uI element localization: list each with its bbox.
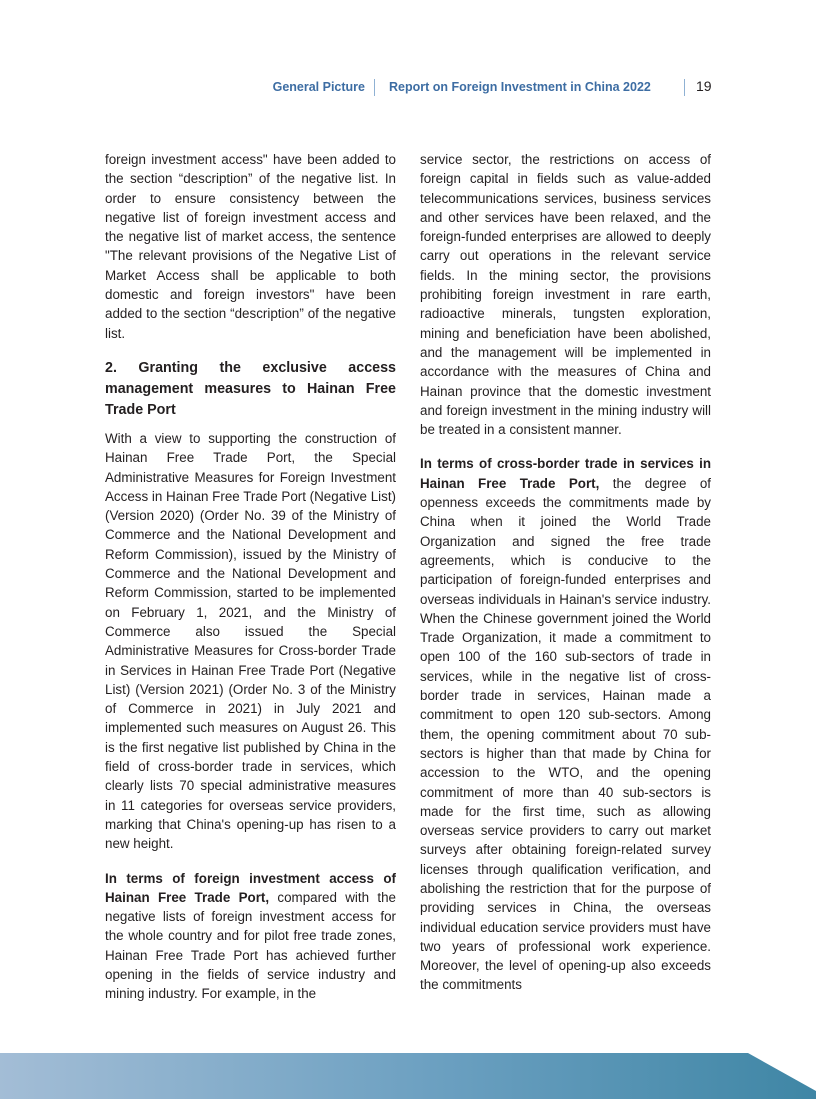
footer-decorative-band <box>0 1053 816 1099</box>
footer-band-graphic <box>0 1053 816 1099</box>
running-header <box>0 78 816 98</box>
left-column <box>105 150 396 1004</box>
header-separator <box>374 79 375 96</box>
section-heading: 2. Granting the exclusive access management measures to Hainan Free Trade Port <box>105 359 396 418</box>
paragraph: service sector, the restrictions on access of foreign capital in fields such as value-added telecommunications services, business services and other services have been relaxed, and the foreign-funded enterprises are allowed to deeply carry out operations in the relevant service fields. In the mining sector, the provisions prohibiting foreign investment in rare earth, radioactive minerals, tungsten exploration, mining and beneficiation have been abolished, and the management will be implemented in accordance with the measures of China and Hainan province that the domestic investment and foreign investment in the mining industry will be treated in a consistent manner. <box>420 152 711 438</box>
paragraph: With a view to supporting the construction of Hainan Free Trade Port, the Special Administrative Measures for Foreign Investment Access in Hainan Free Trade Port (Negative List) (Version 2020) (Order No. 39 of the Ministry of Commerce and the National Development and Reform Commission), issued by the Ministry of Commerce and the National Development and Reform Commission, started to be implemented on February 1, 2021, and the Ministry of Commerce also issued the Special Administrative Measures for Cross-border Trade in Services in Hainan Free Trade Port (Negative List) (Version 2021) (Order No. 3 of the Ministry of Commerce in 2021) in July 2021 and implemented such measures on August 26. This is the first negative list published by China in the field of cross-border trade in services, which clearly lists 70 special administrative measures in 11 categories for overseas service providers, marking that China's opening-up has risen to a new height. <box>105 430 396 852</box>
paragraph-lead-bold: In terms of cross-border trade in services in Hainan Free Trade Port, <box>420 456 711 491</box>
paragraph: foreign investment access" have been added to the section “description” of the negative list. In order to ensure consistency between the negative list of foreign investment access and the negative list of market access, the sentence "The relevant provisions of the Negative List of Market Access shall be applicable to both domestic and foreign investors" have been added to the section “description” of the negative list. <box>105 152 396 341</box>
right-column <box>420 150 711 995</box>
paragraph <box>105 869 396 1004</box>
paragraph <box>420 454 711 994</box>
header-separator <box>684 79 685 96</box>
paragraph-lead-bold: In terms of foreign investment access of Hainan Free Trade Port, <box>105 870 396 905</box>
paragraph-body: the degree of openness exceeds the commitments made by China when it joined the World Trade Organization and signed the free trade agreements, which is conducive to the participation of foreign-funded enterprises and overseas individuals in Hainan's service industry. When the Chinese government joined the World Trade Organization, it made a commitment to open 100 of the 160 sub-sectors of trade in services, while in the negative list of cross-border trade in services, Hainan made a commitment to open 120 sub-sectors. Among them, the opening commitment about 70 sub-sectors is higher than that made by China for accession to the WTO, and the opening commitment of more than 40 sub-sectors is made for the first time, such as allowing overseas service providers to carry out market surveys after obtaining foreign-related survey licenses through qualification verification, and abolishing the restriction that for the purpose of providing services in China, the overseas individual education service providers must have two years of professional work experience. Moreover, the level of opening-up also exceeds the commitments <box>420 475 711 993</box>
page-number: 19 <box>696 78 712 94</box>
header-section-name: General Picture <box>272 80 365 94</box>
paragraph-body: compared with the negative lists of foreign investment access for the whole country and for pilot free trade zones, Hainan Free Trade Port has achieved further opening in the fields of service industry and mining industry. For example, in the <box>105 889 396 1002</box>
header-report-title: Report on Foreign Investment in China 2022 <box>389 80 651 94</box>
footer-band-shape <box>0 1053 816 1099</box>
